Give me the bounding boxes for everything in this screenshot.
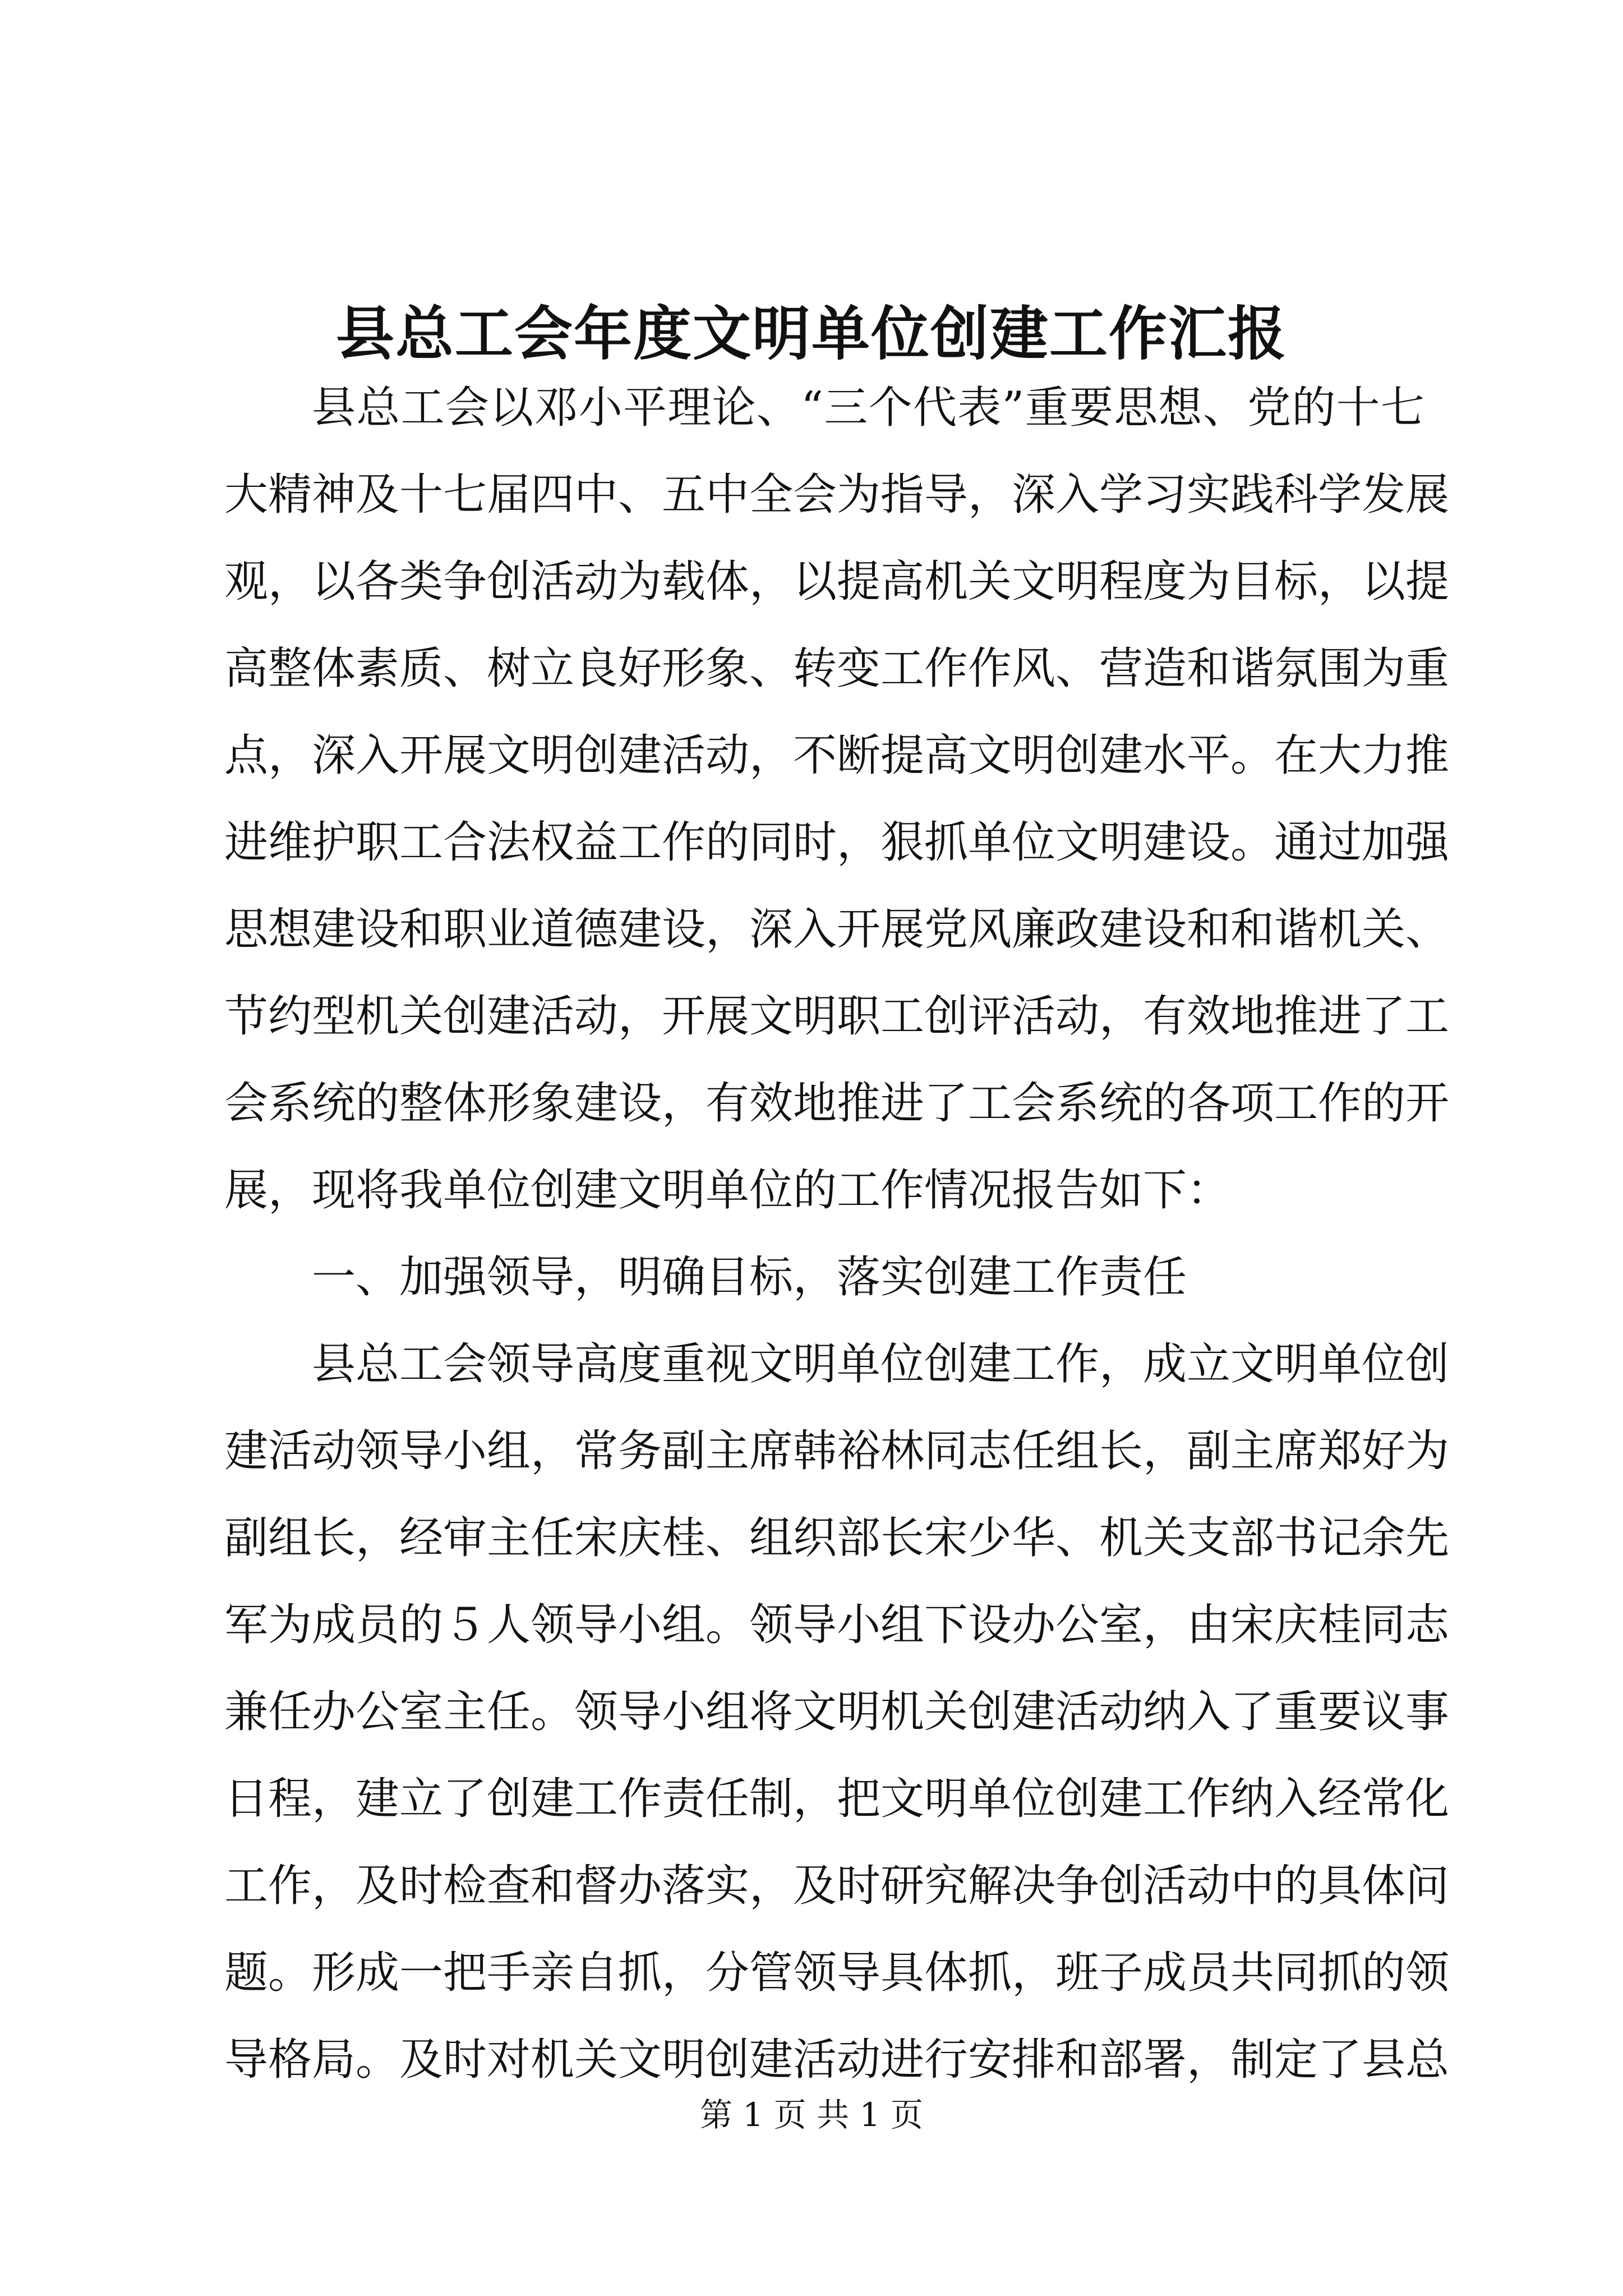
paragraph-line: 兼任办公室主任。领导小组将文明机关创建活动纳入了重要议事	[224, 1687, 1450, 1737]
paragraph-line: 军为成员的５人领导小组。领导小组下设办公室，由宋庆桂同志	[224, 1600, 1450, 1650]
paragraph-line: 节约型机关创建活动，开展文明职工创评活动，有效地推进了工	[224, 991, 1450, 1042]
paragraph-line: 高整体素质、树立良好形象、转变工作作风、营造和谐氛围为重	[224, 643, 1450, 694]
paragraph-line: 导格局。及时对机关文明创建活动进行安排和部署，制定了县总	[224, 2035, 1450, 2085]
document-body	[224, 365, 1450, 2104]
paragraph-line: 日程，建立了创建工作责任制，把文明单位创建工作纳入经常化	[224, 1774, 1450, 1824]
paragraph-line: 工作，及时检查和督办落实，及时研究解决争创活动中的具体问	[224, 1861, 1450, 1911]
page-footer: 第 1 页 共 1 页	[700, 2096, 923, 2134]
paragraph-line: 点，深入开展文明创建活动，不断提高文明创建水平。在大力推	[224, 730, 1450, 781]
paragraph-line: 题。形成一把手亲自抓，分管领导具体抓，班子成员共同抓的领	[224, 1948, 1450, 1998]
paragraph-line: 思想建设和职业道德建设，深入开展党风廉政建设和和谐机关、	[224, 904, 1450, 955]
paragraph-line: 进维护职工合法权益工作的同时，狠抓单位文明建设。通过加强	[224, 817, 1450, 868]
paragraph-line: 会系统的整体形象建设，有效地推进了工会系统的各项工作的开	[224, 1078, 1450, 1129]
document-title: 县总工会年度文明单位创建工作汇报	[335, 299, 1287, 368]
paragraph-line: 观，以各类争创活动为载体，以提高机关文明程度为目标，以提	[224, 556, 1450, 607]
section-heading: 一、加强领导，明确目标，落实创建工作责任	[312, 1252, 1187, 1303]
paragraph-line: 县总工会以邓小平理论、“三个代表”重要思想、党的十七	[312, 383, 1424, 433]
paragraph-line: 县总工会领导高度重视文明单位创建工作，成立文明单位创	[312, 1339, 1450, 1389]
paragraph-line: 大精神及十七届四中、五中全会为指导，深入学习实践科学发展	[224, 470, 1450, 520]
paragraph-line: 副组长，经审主任宋庆桂、组织部长宋少华、机关支部书记余先	[224, 1513, 1450, 1563]
paragraph-line: 展，现将我单位创建文明单位的工作情况报告如下：	[224, 1165, 1231, 1216]
paragraph-line: 建活动领导小组，常务副主席韩裕林同志任组长，副主席郑好为	[224, 1426, 1450, 1476]
